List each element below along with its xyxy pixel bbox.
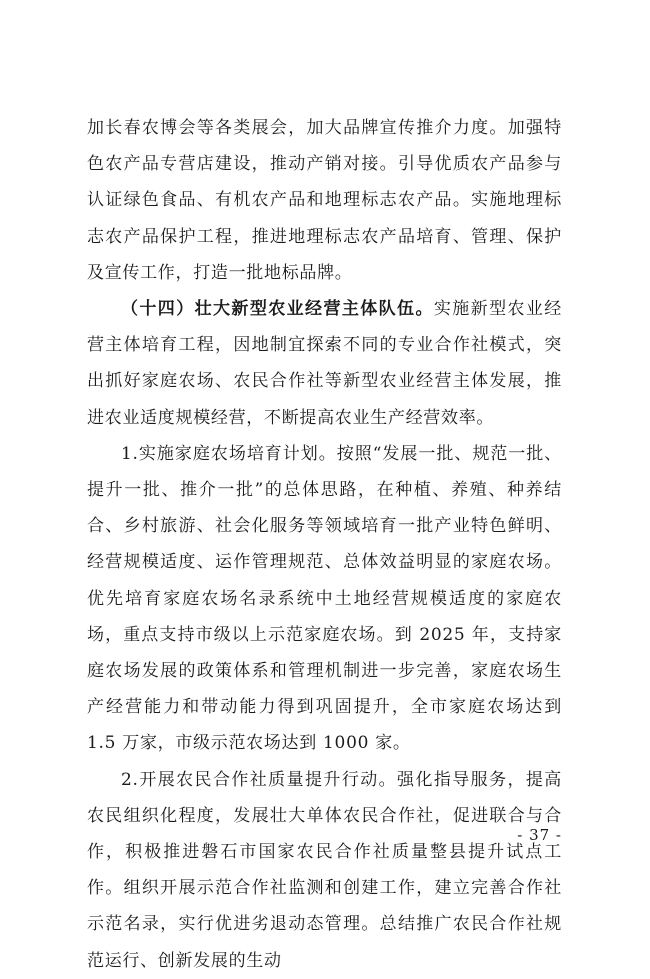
paragraph-section-14	[87, 291, 562, 436]
paragraph-text: 1.实施家庭农场培育计划。按照“发展一批、规范一批、提升一批、推介一批”的总体思路，在种植、养殖、种养结合、乡村旅游、社会化服务等领域培育一批产业特色鲜明、经营规模适度、运作管理规范、总体效益明显的家庭农场。优先培育家庭农场名录系统中土地经营规模适度的家庭农场，重点支持市级以上示范家庭农场。到 2025 年，支持家庭农场发展的政策体系和管理机制进一步完善，家庭农场生产经营能力和带动能力得到巩固提升，全市家庭农场达到 1.5 万家，市级示范农场达到 1000 家。	[87, 443, 569, 754]
paragraph-item-1	[87, 436, 569, 762]
page-number: - 37 -	[517, 826, 562, 844]
paragraph-item-2	[87, 762, 562, 979]
section-heading: （十四）壮大新型农业经营主体队伍。	[121, 299, 434, 320]
paragraph-continuation	[87, 110, 562, 291]
paragraph-text: 实施新型农业经营主体培育工程，因地制宜探索不同的专业合作社模式，突出抓好家庭农场、农民合作社等新型农业经营主体发展，推进农业适度规模经营，不断提高农业生产经营效率。	[87, 299, 562, 428]
document-body	[87, 110, 569, 979]
paragraph-text: 加长春农博会等各类展会，加大品牌宣传推介力度。加强特色农产品专营店建设，推动产销对接。引导优质农产品参与认证绿色食品、有机农产品和地理标志农产品。实施地理标志农产品保护工程，推进地理标志农产品培育、管理、保护及宣传工作，打造一批地标品牌。	[87, 118, 562, 283]
paragraph-text: 2.开展农民合作社质量提升行动。强化指导服务，提高农民组织化程度，发展壮大单体农民合作社，促进联合与合作，积极推进磐石市国家农民合作社质量整县提升试点工作。组织开展示范合作社监测和创建工作，建立完善合作社示范名录，实行优进劣退动态管理。总结推广农民合作社规范运行、创新发展的生动	[87, 769, 562, 971]
